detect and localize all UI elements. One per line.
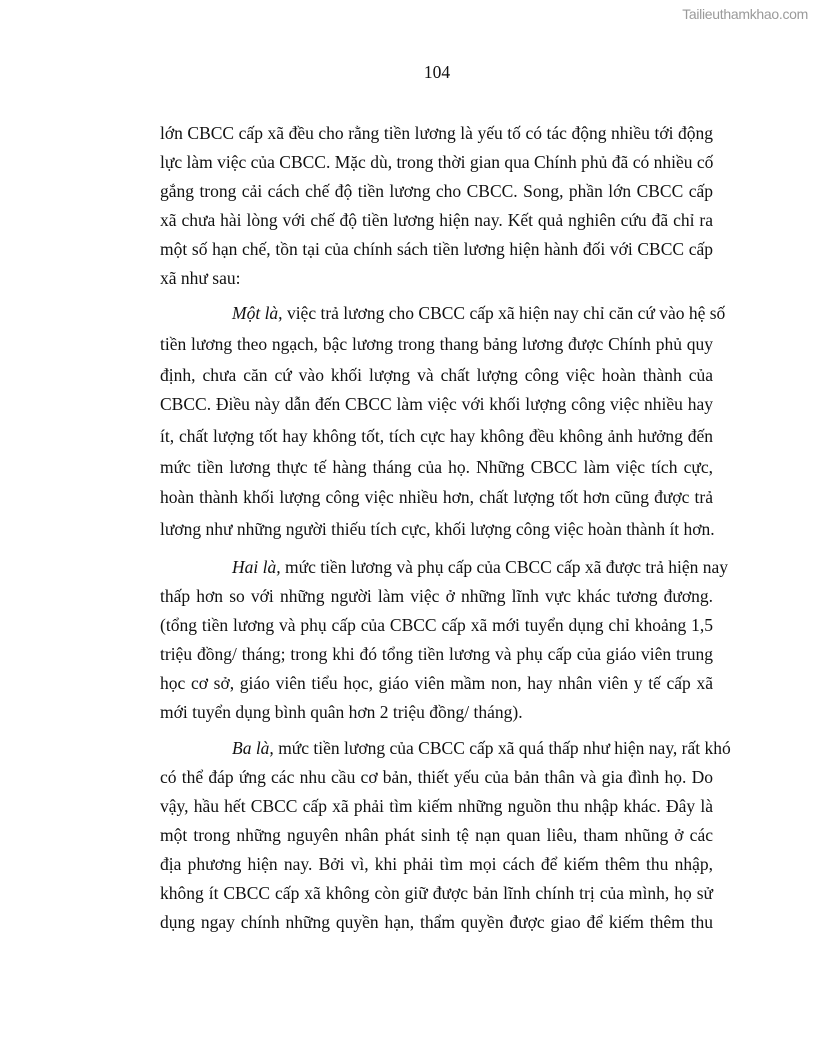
line-text: lực làm việc của CBCC. Mặc dù, trong thời gian qua Chính phủ đã có nhiều cố <box>160 152 714 172</box>
line-text: tiền lương theo ngạch, bậc lương trong thang bảng lương được Chính phủ quy <box>160 334 713 354</box>
line-text: việc trả lương cho CBCC cấp xã hiện nay chỉ căn cứ vào hệ số <box>282 303 726 323</box>
paragraph-lead: Hai là, <box>232 557 281 577</box>
text-line <box>160 393 713 415</box>
line-text: có thể đáp ứng các nhu cầu cơ bản, thiết yếu của bản thân và gia đình họ. Do <box>160 767 713 787</box>
page-number: 104 <box>423 62 451 82</box>
text-line <box>160 238 713 260</box>
text-line <box>160 333 713 355</box>
line-text: một số hạn chế, tồn tại của chính sách tiền lương hiện hành đối với CBCC cấp <box>160 239 713 259</box>
text-line <box>160 614 713 636</box>
line-text: ít, chất lượng tốt hay không tốt, tích cực hay không đều không ảnh hưởng đến <box>160 426 713 446</box>
text-line <box>160 585 713 607</box>
line-text: một trong những nguyên nhân phát sinh tệ nạn quan liêu, tham nhũng ở các <box>160 825 713 845</box>
text-line <box>160 425 713 447</box>
line-text: gắng trong cải cách chế độ tiền lương cho CBCC. Song, phần lớn CBCC cấp <box>160 181 713 201</box>
text-line <box>232 737 731 759</box>
text-line <box>232 302 726 324</box>
line-text: hoàn thành khối lượng công việc nhiều hơn, chất lượng tốt hơn cũng được trả <box>160 487 713 507</box>
text-line <box>160 701 713 723</box>
text-line <box>160 882 713 904</box>
line-text: lương như những người thiếu tích cực, khối lượng công việc hoàn thành ít hơn. <box>160 519 715 539</box>
line-text: học cơ sở, giáo viên tiểu học, giáo viên mầm non, hay nhân viên y tế cấp xã <box>160 673 713 693</box>
line-text: định, chưa căn cứ vào khối lượng và chất lượng công việc hoàn thành của <box>160 365 713 385</box>
line-text: không ít CBCC cấp xã không còn giữ được bản lĩnh chính trị của mình, họ sử <box>160 883 713 903</box>
line-text: CBCC. Điều này dẫn đến CBCC làm việc với khối lượng công việc nhiều hay <box>160 394 713 414</box>
text-line <box>160 853 713 875</box>
text-line <box>160 122 713 144</box>
watermark: Tailieuthamkhao.com <box>682 6 808 22</box>
line-text: (tổng tiền lương và phụ cấp của CBCC cấp xã mới tuyển dụng chỉ khoảng 1,5 <box>160 615 713 635</box>
text-line <box>160 824 713 846</box>
paragraph-lead: Ba là, <box>232 738 274 758</box>
text-line <box>160 364 713 386</box>
text-line <box>160 518 713 540</box>
paragraph-lead: Một là, <box>232 303 283 323</box>
line-text: triệu đồng/ tháng; trong khi đó tổng tiền lương và phụ cấp của giáo viên trung <box>160 644 713 664</box>
text-line <box>160 151 713 173</box>
text-line <box>160 795 713 817</box>
line-text: mức tiền lương thực tế hàng tháng của họ. Những CBCC làm việc tích cực, <box>160 457 713 477</box>
line-text: vậy, hầu hết CBCC cấp xã phải tìm kiếm những nguồn thu nhập khác. Đây là <box>160 796 713 816</box>
text-line <box>160 456 713 478</box>
text-line <box>160 672 713 694</box>
line-text: dụng ngay chính những quyền hạn, thẩm quyền được giao để kiếm thêm thu <box>160 912 713 932</box>
line-text: xã như sau: <box>160 268 241 288</box>
text-line <box>160 180 713 202</box>
text-line <box>160 643 713 665</box>
line-text: xã chưa hài lòng với chế độ tiền lương hiện nay. Kết quả nghiên cứu đã chỉ ra <box>160 210 713 230</box>
line-text: lớn CBCC cấp xã đều cho rằng tiền lương là yếu tố có tác động nhiều tới động <box>160 123 713 143</box>
text-line <box>160 766 713 788</box>
text-line <box>232 556 729 578</box>
text-line <box>160 486 713 508</box>
text-line <box>160 267 713 289</box>
line-text: mức tiền lương và phụ cấp của CBCC cấp xã được trả hiện nay <box>280 557 729 577</box>
text-line <box>160 911 713 933</box>
line-text: thấp hơn so với những người làm việc ở những lĩnh vực khác tương đương. <box>160 586 713 606</box>
line-text: địa phương hiện nay. Bởi vì, khi phải tìm mọi cách để kiếm thêm thu nhập, <box>160 854 713 874</box>
line-text: mới tuyển dụng bình quân hơn 2 triệu đồng/ tháng). <box>160 702 523 722</box>
line-text: mức tiền lương của CBCC cấp xã quá thấp như hiện nay, rất khó <box>273 738 731 758</box>
text-line <box>160 209 713 231</box>
